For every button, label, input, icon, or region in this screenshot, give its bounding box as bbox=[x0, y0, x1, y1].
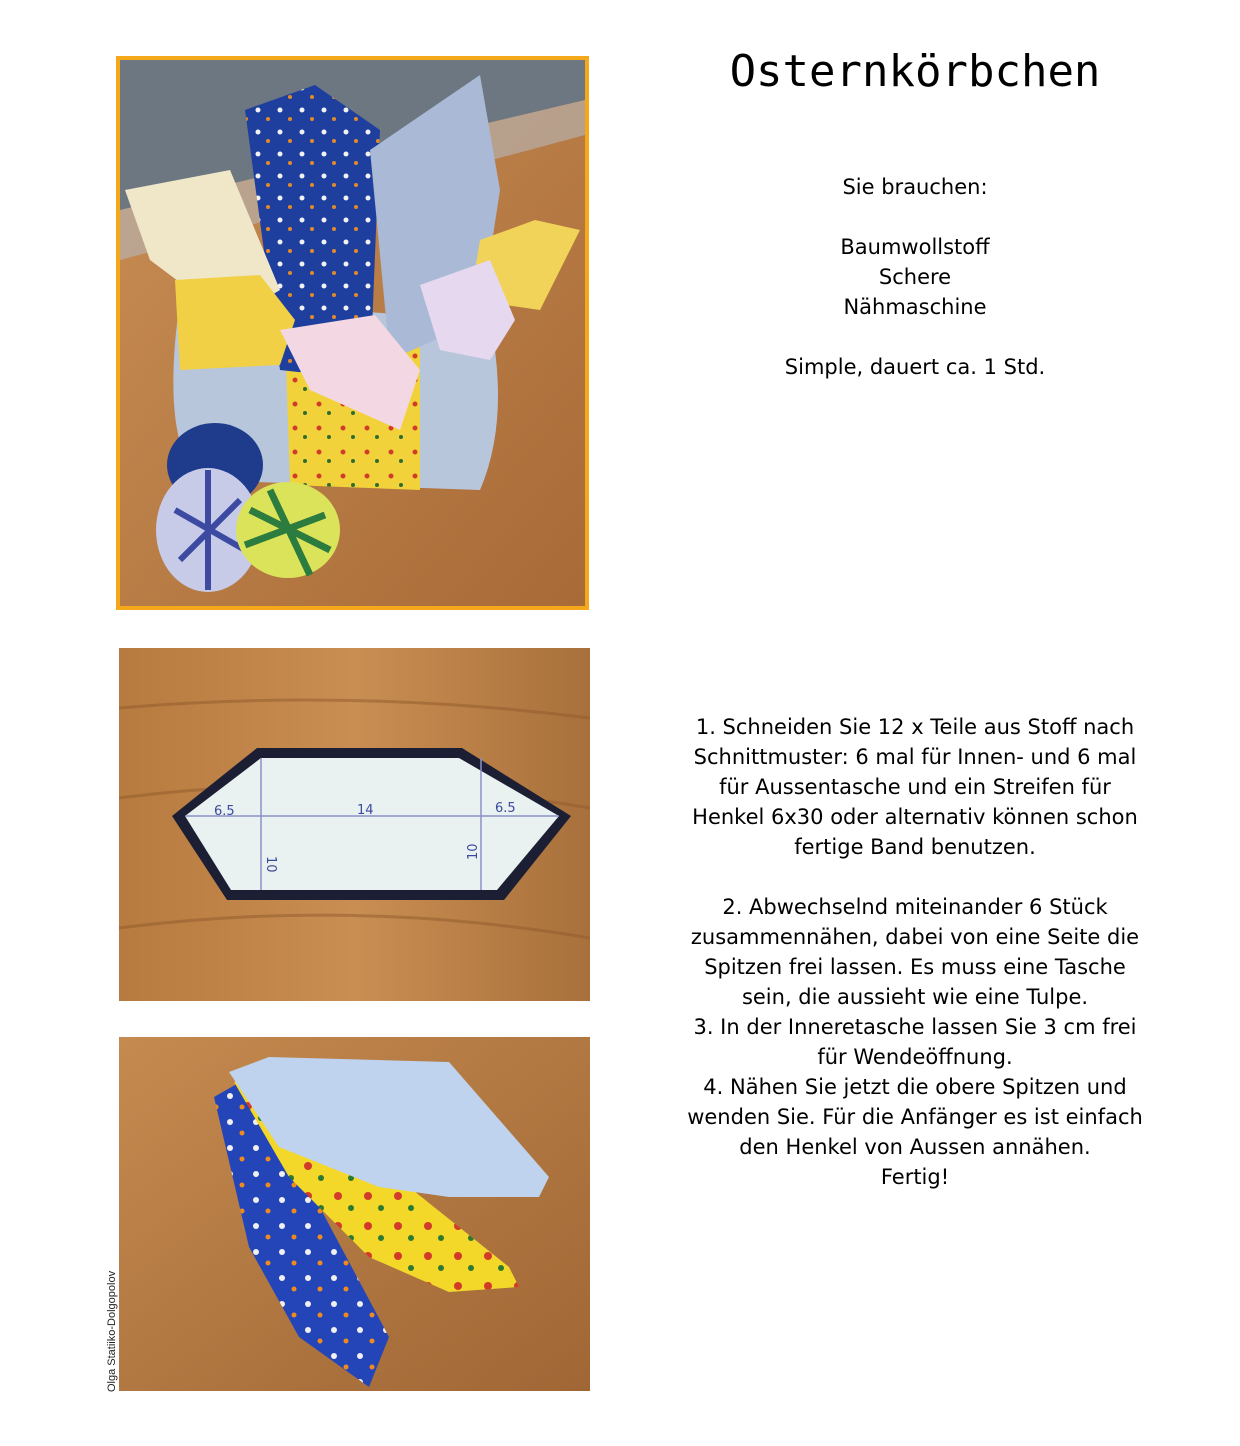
pattern-photo bbox=[119, 648, 590, 1001]
materials-section bbox=[650, 172, 1180, 382]
step-2-line: Spitzen frei lassen. Es muss eine Tasche bbox=[704, 955, 1126, 979]
step-2-line: sein, die aussieht wie eine Tulpe. bbox=[741, 985, 1089, 1009]
step-1-line: Henkel 6x30 oder alternativ können schon bbox=[692, 805, 1138, 829]
step-1-line: fertige Band benutzen. bbox=[794, 835, 1036, 859]
material-item: Nähmaschine bbox=[843, 295, 987, 319]
pattern-label-right: 6.5 bbox=[495, 801, 516, 816]
duration-note: Simple, dauert ca. 1 Std. bbox=[784, 355, 1046, 379]
materials-heading: Sie brauchen: bbox=[842, 175, 988, 199]
step-1-line: Schnittmuster: 6 mal für Innen- und 6 mal bbox=[693, 745, 1137, 769]
fabric-pieces-photo bbox=[119, 1037, 590, 1391]
step-4-line: 4. Nähen Sie jetzt die obere Spitzen und bbox=[703, 1075, 1127, 1099]
step-4-line: den Henkel von Aussen annähen. bbox=[739, 1135, 1091, 1159]
step-2-line: zusammennähen, dabei von eine Seite die bbox=[690, 925, 1140, 949]
instructions-section bbox=[650, 712, 1180, 1192]
step-3-line: für Wendeöffnung. bbox=[817, 1045, 1013, 1069]
step-2-line: 2. Abwechselnd miteinander 6 Stück bbox=[722, 895, 1108, 919]
done-text: Fertig! bbox=[880, 1165, 950, 1189]
pattern-label-left: 6.5 bbox=[214, 804, 235, 819]
page-title: Osternkörbchen bbox=[729, 46, 1101, 97]
photo-credit: Olga Statiiko-Dolgopolov bbox=[106, 1270, 118, 1392]
step-1-line: 1. Schneiden Sie 12 x Teile aus Stoff nach bbox=[695, 715, 1135, 739]
pattern-label-middle: 14 bbox=[357, 803, 374, 818]
basket-photo bbox=[116, 56, 589, 610]
step-1-line: für Aussentasche und ein Streifen für bbox=[719, 775, 1111, 799]
step-4-line: wenden Sie. Für die Anfänger es ist einfach bbox=[687, 1105, 1143, 1129]
material-item: Schere bbox=[878, 265, 952, 289]
step-3-line: 3. In der Inneretasche lassen Sie 3 cm frei bbox=[693, 1015, 1137, 1039]
pattern-label-height-left: 10 bbox=[263, 856, 278, 873]
pattern-label-height-right: 10 bbox=[466, 843, 481, 860]
material-item: Baumwollstoff bbox=[840, 235, 990, 259]
